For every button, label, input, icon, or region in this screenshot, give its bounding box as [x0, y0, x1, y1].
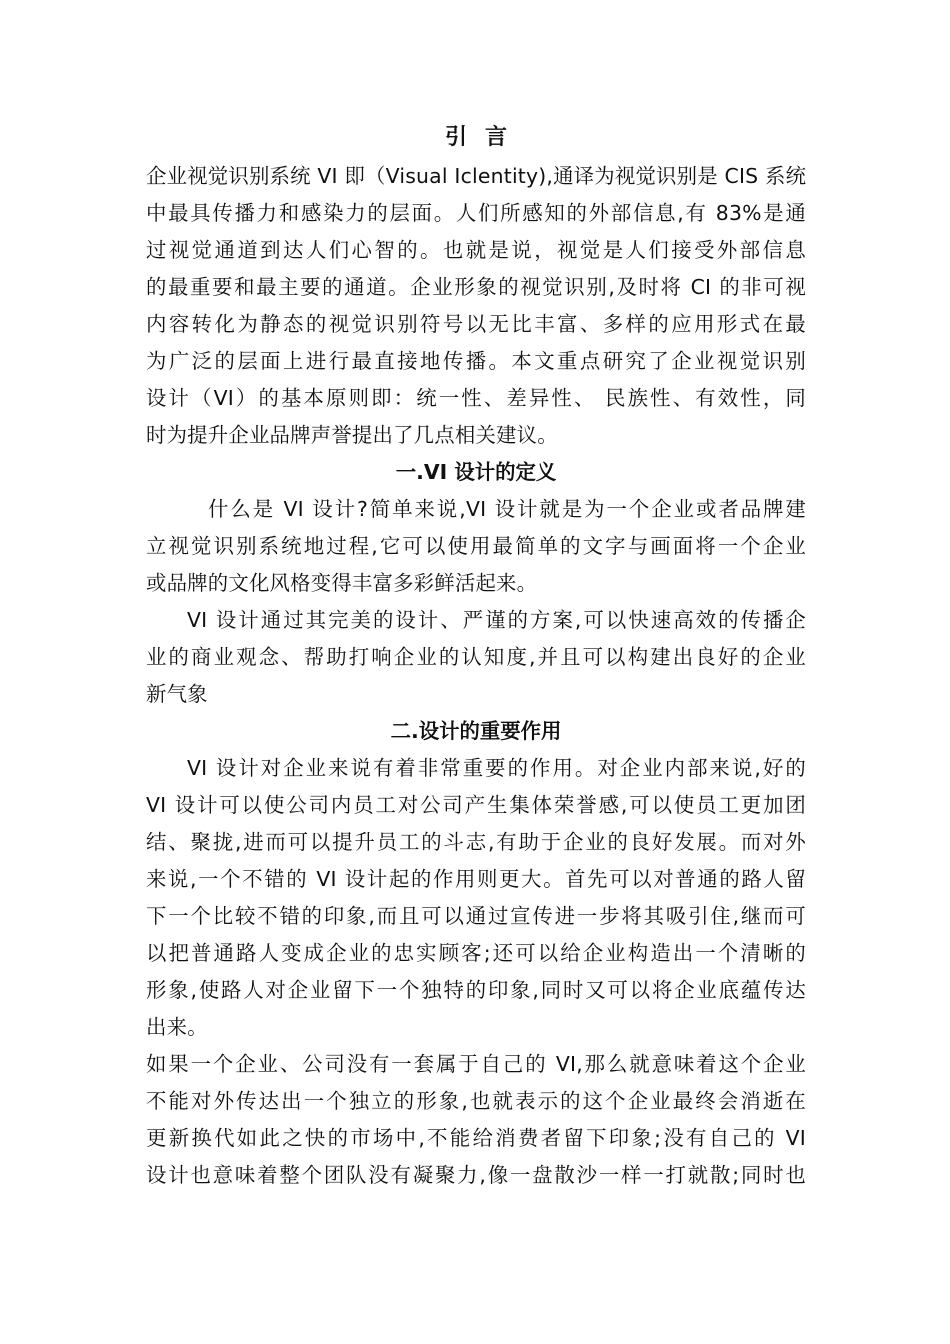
paragraph-line: 设计也意味着整个团队没有凝聚力,像一盘散沙一样一打就散;同时也	[146, 1163, 806, 1187]
intro-line: 为广泛的层面上进行最直接地传播。本文重点研究了企业视觉识别	[146, 349, 806, 373]
section2-paragraph-1	[146, 750, 806, 1046]
paragraph-line: 出来。	[146, 1015, 208, 1039]
paragraph-line: 更新换代如此之快的市场中,不能给消费者留下印象;没有自己的 VI	[146, 1126, 806, 1150]
section1-paragraph-2	[146, 602, 806, 713]
paragraph-line: 结、聚拢,进而可以提升员工的斗志,有助于企业的良好发展。而对外	[146, 830, 806, 854]
paragraph-line: 或品牌的文化风格变得丰富多彩鲜活起来。	[146, 571, 538, 595]
paragraph-line: 来说,一个不错的 VI 设计起的作用则更大。首先可以对普通的路人留	[146, 867, 806, 891]
paragraph-line: 什么是 VI 设计?简单来说,VI 设计就是为一个企业或者品牌建	[208, 497, 806, 521]
intro-line: 设计（VI）的基本原则即：统一性、差异性、 民族性、有效性，同	[146, 386, 806, 410]
paragraph-line: 以把普通路人变成企业的忠实顾客;还可以给企业构造出一个清晰的	[146, 941, 806, 965]
paragraph-line: 形象,使路人对企业留下一个独特的印象,同时又可以将企业底蕴传达	[146, 978, 806, 1002]
paragraph-line: 新气象	[146, 682, 208, 706]
intro-line: 过视觉通道到达人们心智的。也就是说，视觉是人们接受外部信息	[146, 238, 806, 262]
intro-line: 企业视觉识别系统 VI 即（Visual Iclentity),通译为视觉识别是 CIS 系统	[146, 164, 807, 188]
document-title: 引言	[444, 125, 525, 150]
paragraph-line: 立视觉识别系统地过程,它可以使用最简单的文字与画面将一个企业	[146, 534, 806, 558]
section-heading-importance: 二.设计的重要作用	[390, 719, 562, 743]
paragraph-line: VI 设计对企业来说有着非常重要的作用。对企业内部来说,好的	[187, 756, 806, 780]
intro-line: 内容转化为静态的视觉识别符号以无比丰富、多样的应用形式在最	[146, 312, 806, 336]
paragraph-line: 不能对外传达出一个独立的形象,也就表示的这个企业最终会消逝在	[146, 1089, 806, 1113]
intro-line: 的最重要和最主要的通道。企业形象的视觉识别,及时将 CI 的非可视	[146, 275, 806, 299]
section2-paragraph-2	[146, 1046, 806, 1194]
intro-line: 时为提升企业品牌声誉提出了几点相关建议。	[146, 423, 558, 447]
paragraph-line: 业的商业观念、帮助打响企业的认知度,并且可以构建出良好的企业	[146, 645, 806, 669]
paragraph-line: 下一个比较不错的印象,而且可以通过宣传进一步将其吸引住,继而可	[146, 904, 806, 928]
section1-paragraph-1	[146, 491, 806, 602]
paragraph-line: VI 设计可以使公司内员工对公司产生集体荣誉感,可以使员工更加团	[146, 793, 806, 817]
document-body	[146, 118, 806, 1194]
intro-line: 中最具传播力和感染力的层面。人们所感知的外部信息,有 83%是通	[146, 201, 806, 225]
paragraph-line: 如果一个企业、公司没有一套属于自己的 VI,那么就意味着这个企业	[146, 1052, 806, 1076]
section-heading-vi-definition: 一.VI 设计的定义	[395, 460, 557, 484]
intro-paragraph	[146, 158, 806, 454]
paragraph-line: VI 设计通过其完美的设计、严谨的方案,可以快速高效的传播企	[187, 608, 806, 632]
